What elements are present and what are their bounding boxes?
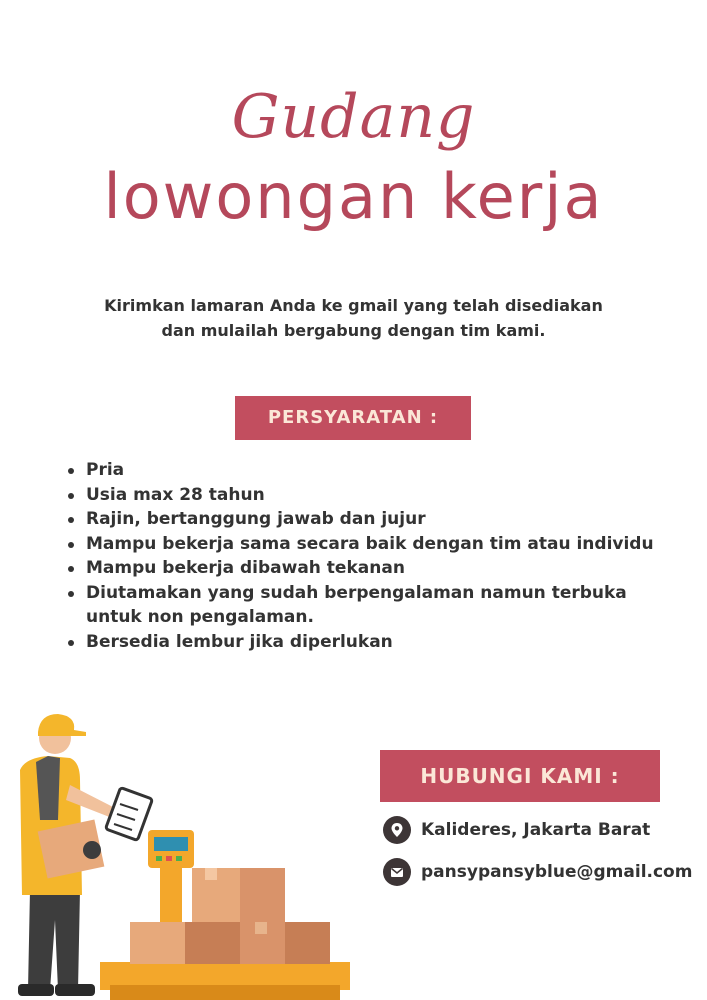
requirement-item: Rajin, bertanggung jawab dan jujur (68, 507, 688, 532)
box (130, 922, 185, 964)
scale-base (110, 985, 340, 1000)
envelope-icon (383, 858, 411, 886)
requirements-heading: PERSYARATAN : (235, 396, 471, 440)
worker-shirt (36, 756, 60, 820)
requirement-item: Mampu bekerja dibawah tekanan (68, 556, 688, 581)
box (285, 922, 330, 964)
main-title: lowongan kerja (103, 160, 604, 233)
contact-location (383, 816, 650, 844)
intro-line-1: Kirimkan lamaran Anda ke gmail yang telah disediakan (104, 296, 603, 315)
requirements-list (68, 458, 688, 654)
clipboard (106, 788, 153, 841)
requirement-item: Diutamakan yang sudah berpengalaman namun terbuka untuk non pengalaman. (68, 581, 688, 630)
map-pin-icon (383, 816, 411, 844)
requirement-item: Bersedia lembur jika diperlukan (68, 630, 688, 655)
intro-text (60, 293, 647, 343)
location-text: Kalideres, Jakarta Barat (421, 820, 651, 840)
email-link[interactable]: pansypansyblue@gmail.com (421, 862, 693, 882)
contact-heading: HUBUNGI KAMI : (380, 750, 660, 802)
requirement-item: Mampu bekerja sama secara baik dengan tim atau individu (68, 532, 688, 557)
script-title: Gudang (231, 82, 476, 152)
box (240, 868, 285, 923)
box (185, 922, 240, 964)
warehouse-worker-illustration (0, 700, 360, 1000)
worker-cap (38, 714, 86, 736)
requirement-item: Pria (68, 458, 688, 483)
worker-glove (83, 841, 101, 859)
requirement-item: Usia max 28 tahun (68, 483, 688, 508)
worker-legs (28, 890, 80, 990)
scale-screen (154, 837, 188, 851)
intro-line-2: dan mulailah bergabung dengan tim kami. (161, 321, 546, 340)
contact-email (383, 858, 692, 886)
